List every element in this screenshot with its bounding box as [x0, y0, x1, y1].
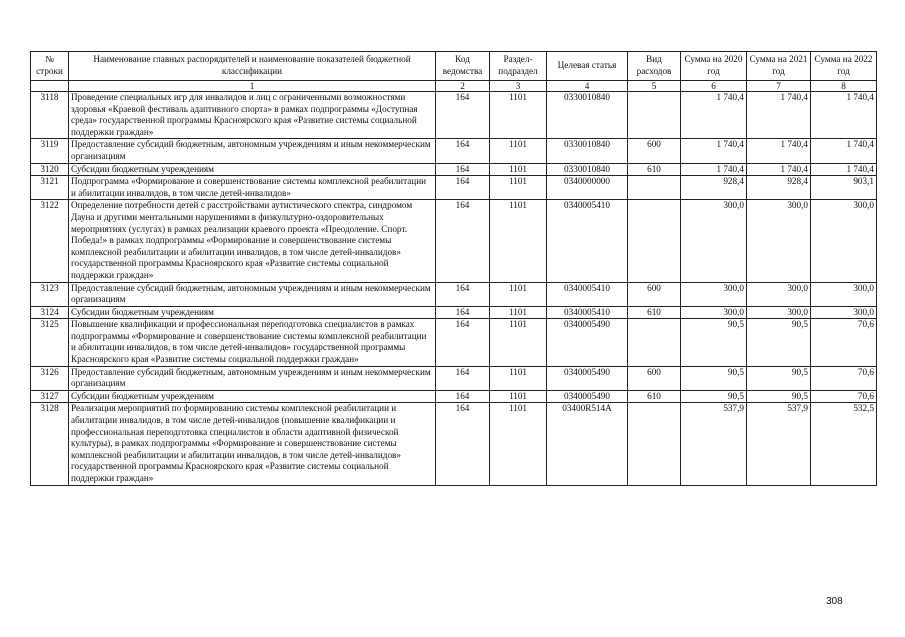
row-number: 3119 [31, 139, 69, 163]
header-sum-2020: Сумма на 2020 год [681, 52, 747, 81]
row-sum-2020: 1 740,4 [681, 92, 747, 139]
header-expense-type: Вид расходов [628, 52, 681, 81]
table-row [31, 200, 877, 282]
table-row [31, 92, 877, 139]
row-sum-2021: 1 740,4 [747, 139, 811, 163]
row-expense-type [628, 92, 681, 139]
header-name: Наименование главных распорядителей и наименование показателей бюджетной классификации [69, 52, 436, 81]
row-section: 1101 [490, 92, 547, 139]
row-section: 1101 [490, 163, 547, 176]
row-sum-2021: 928,4 [747, 176, 811, 200]
row-sum-2022: 300,0 [811, 282, 877, 306]
table-row [31, 176, 877, 200]
row-sum-2020: 90,5 [681, 390, 747, 403]
row-number: 3123 [31, 282, 69, 306]
table-row [31, 390, 877, 403]
row-name: Предоставление субсидий бюджетным, автономным учреждениям и иным некоммерческим организациям [69, 282, 436, 306]
row-expense-type: 610 [628, 306, 681, 319]
row-section: 1101 [490, 282, 547, 306]
row-expense-type: 600 [628, 366, 681, 390]
column-number: 3 [490, 81, 547, 92]
row-number: 3120 [31, 163, 69, 176]
row-expense-type [628, 403, 681, 485]
row-sum-2022: 300,0 [811, 200, 877, 282]
table-header [31, 52, 877, 92]
row-name: Предоставление субсидий бюджетным, автономным учреждениям и иным некоммерческим организациям [69, 366, 436, 390]
column-number [31, 81, 69, 92]
budget-document-page [30, 51, 876, 486]
row-number: 3128 [31, 403, 69, 485]
row-sum-2021: 1 740,4 [747, 163, 811, 176]
row-department-code: 164 [436, 163, 490, 176]
page-number: 308 [826, 596, 843, 607]
row-expense-type [628, 319, 681, 366]
row-sum-2022: 70,6 [811, 366, 877, 390]
row-sum-2021: 90,5 [747, 366, 811, 390]
table-row [31, 163, 877, 176]
row-number: 3126 [31, 366, 69, 390]
table-row [31, 282, 877, 306]
row-name: Субсидии бюджетным учреждениям [69, 390, 436, 403]
row-section: 1101 [490, 200, 547, 282]
row-target-article: 0340000000 [547, 176, 628, 200]
row-sum-2022: 70,6 [811, 390, 877, 403]
table-row [31, 319, 877, 366]
row-expense-type: 610 [628, 163, 681, 176]
row-sum-2021: 300,0 [747, 282, 811, 306]
row-name: Определение потребности детей с расстройствами аутистического спектра, синдромом Дауна и другими ментальными нарушениями в физкультурно-оздоровительных мероприятиях (услугах) в рамках реализации краевого проекта «Преодоление. Спорт. Победа!» в рамках подпрограммы «Формирование и совершенствование системы комплексной реабилитации и абилитации инвалидов, в том числе детей-инвалидов» государственной программы Красноярского края «Развитие системы социальной поддержки граждан» [69, 200, 436, 282]
row-name: Субсидии бюджетным учреждениям [69, 163, 436, 176]
row-sum-2020: 90,5 [681, 366, 747, 390]
row-department-code: 164 [436, 176, 490, 200]
row-department-code: 164 [436, 200, 490, 282]
table-row [31, 306, 877, 319]
row-department-code: 164 [436, 390, 490, 403]
header-sum-2022: Сумма на 2022 год [811, 52, 877, 81]
column-number: 7 [747, 81, 811, 92]
row-sum-2020: 90,5 [681, 319, 747, 366]
row-sum-2021: 90,5 [747, 319, 811, 366]
column-number: 5 [628, 81, 681, 92]
row-sum-2021: 90,5 [747, 390, 811, 403]
row-expense-type [628, 176, 681, 200]
row-sum-2022: 300,0 [811, 306, 877, 319]
row-name: Субсидии бюджетным учреждениям [69, 306, 436, 319]
row-sum-2022: 70,6 [811, 319, 877, 366]
table-body [31, 92, 877, 486]
row-sum-2021: 300,0 [747, 200, 811, 282]
row-expense-type: 610 [628, 390, 681, 403]
row-sum-2021: 1 740,4 [747, 92, 811, 139]
row-sum-2021: 300,0 [747, 306, 811, 319]
row-number: 3127 [31, 390, 69, 403]
row-sum-2022: 903,1 [811, 176, 877, 200]
row-sum-2020: 537,9 [681, 403, 747, 485]
row-target-article: 0340005410 [547, 306, 628, 319]
table-row [31, 366, 877, 390]
row-section: 1101 [490, 366, 547, 390]
row-name: Повышение квалификации и профессиональная переподготовка специалистов в рамках подпрограммы «Формирование и совершенствование системы комплексной реабилитации и абилитации инвалидов, в том числе детей-инвалидов» государственной программы Красноярского края «Развитие системы социальной поддержки граждан» [69, 319, 436, 366]
row-target-article: 0340005490 [547, 319, 628, 366]
row-department-code: 164 [436, 92, 490, 139]
column-number: 1 [69, 81, 436, 92]
header-sum-2021: Сумма на 2021 год [747, 52, 811, 81]
row-target-article: 0340005410 [547, 282, 628, 306]
row-sum-2020: 1 740,4 [681, 139, 747, 163]
row-number: 3121 [31, 176, 69, 200]
row-expense-type [628, 200, 681, 282]
row-expense-type: 600 [628, 282, 681, 306]
row-sum-2020: 928,4 [681, 176, 747, 200]
row-section: 1101 [490, 319, 547, 366]
row-target-article: 0340005410 [547, 200, 628, 282]
row-section: 1101 [490, 403, 547, 485]
row-expense-type: 600 [628, 139, 681, 163]
row-target-article: 03400R514A [547, 403, 628, 485]
row-section: 1101 [490, 176, 547, 200]
row-sum-2020: 300,0 [681, 200, 747, 282]
row-target-article: 0330010840 [547, 163, 628, 176]
row-number: 3118 [31, 92, 69, 139]
row-section: 1101 [490, 306, 547, 319]
row-number: 3122 [31, 200, 69, 282]
budget-table [30, 51, 877, 486]
row-section: 1101 [490, 139, 547, 163]
row-sum-2020: 300,0 [681, 306, 747, 319]
header-row-number: № строки [31, 52, 69, 81]
column-number: 4 [547, 81, 628, 92]
column-number-row [31, 81, 877, 92]
column-number: 2 [436, 81, 490, 92]
row-department-code: 164 [436, 366, 490, 390]
header-row [31, 52, 877, 81]
header-target-article: Целевая статья [547, 52, 628, 81]
row-sum-2022: 1 740,4 [811, 139, 877, 163]
row-sum-2022: 532,5 [811, 403, 877, 485]
row-name: Подпрограмма «Формирование и совершенствование системы комплексной реабилитации и абилитации инвалидов, в том числе детей-инвалидов» [69, 176, 436, 200]
row-target-article: 0340005490 [547, 390, 628, 403]
row-target-article: 0330010840 [547, 139, 628, 163]
row-sum-2020: 300,0 [681, 282, 747, 306]
row-name: Реализация мероприятий по формированию системы комплексной реабилитации и абилитации инвалидов, в том числе детей-инвалидов (повышение квалификации и профессиональная переподготовка специалистов в области адаптивной физической культуры), в рамках подпрограммы «Формирование и совершенствование системы комплексной реабилитации и абилитации инвалидов, в том числе детей-инвалидов» государственной программы Красноярского края «Развитие системы социальной поддержки граждан» [69, 403, 436, 485]
row-sum-2020: 1 740,4 [681, 163, 747, 176]
row-target-article: 0340005490 [547, 366, 628, 390]
row-department-code: 164 [436, 306, 490, 319]
table-row [31, 139, 877, 163]
column-number: 6 [681, 81, 747, 92]
row-sum-2021: 537,9 [747, 403, 811, 485]
row-number: 3124 [31, 306, 69, 319]
row-department-code: 164 [436, 319, 490, 366]
column-number: 8 [811, 81, 877, 92]
row-department-code: 164 [436, 403, 490, 485]
row-target-article: 0330010840 [547, 92, 628, 139]
row-department-code: 164 [436, 282, 490, 306]
row-department-code: 164 [436, 139, 490, 163]
row-sum-2022: 1 740,4 [811, 163, 877, 176]
row-section: 1101 [490, 390, 547, 403]
header-department-code: Код ведомства [436, 52, 490, 81]
table-row [31, 403, 877, 485]
header-section: Раздел-подраздел [490, 52, 547, 81]
row-name: Предоставление субсидий бюджетным, автономным учреждениям и иным некоммерческим организациям [69, 139, 436, 163]
row-name: Проведение специальных игр для инвалидов и лиц с ограниченными возможностями здоровья «Краевой фестиваль адаптивного спорта» в рамках подпрограммы «Доступная среда» государственной программы Красноярского края «Развитие системы социальной поддержки граждан» [69, 92, 436, 139]
row-sum-2022: 1 740,4 [811, 92, 877, 139]
row-number: 3125 [31, 319, 69, 366]
